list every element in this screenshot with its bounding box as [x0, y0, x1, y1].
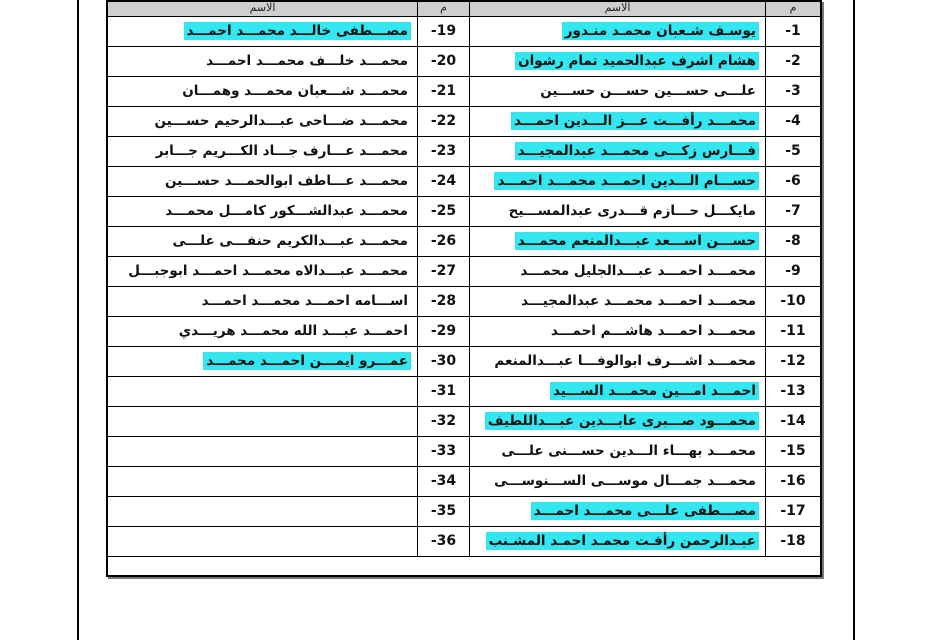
left-name-cell	[108, 17, 418, 46]
left-name-cell	[108, 437, 418, 466]
row-number: -21	[430, 83, 457, 99]
table-row	[108, 467, 820, 497]
row-number: -16	[780, 473, 806, 489]
right-number-cell	[766, 497, 820, 526]
row-number: -26	[430, 233, 457, 249]
row-number: -18	[780, 533, 806, 549]
student-name: محمـــد بهـــاء الـــدين حســـنى علـــى	[501, 443, 756, 459]
student-name: محمـــد عبدالشـــكور كامـــل محمـــد	[165, 203, 408, 219]
left-name-cell	[108, 497, 418, 526]
student-name: يوسـف شـعبان محمـد منـدور	[562, 22, 759, 40]
row-number: -6	[785, 173, 801, 189]
row-number: -13	[780, 383, 806, 399]
left-name-cell	[108, 47, 418, 76]
row-number: -2	[785, 53, 801, 69]
left-number-header: م	[418, 2, 470, 17]
student-name	[405, 502, 411, 520]
row-number: -7	[785, 203, 801, 219]
table-row	[108, 227, 820, 257]
left-name-cell	[108, 467, 418, 496]
left-number-cell	[418, 17, 470, 46]
left-number-cell	[418, 137, 470, 166]
row-number: -31	[430, 383, 457, 399]
right-name-cell	[470, 437, 766, 466]
row-number: -36	[430, 533, 457, 549]
left-number-cell	[418, 77, 470, 106]
right-number-cell	[766, 137, 820, 166]
row-number: -33	[430, 443, 457, 459]
left-number-cell	[418, 107, 470, 136]
left-name-cell	[108, 527, 418, 556]
right-name-header: الاسم	[470, 2, 766, 17]
row-number: -4	[785, 113, 801, 129]
right-number-cell	[766, 527, 820, 556]
row-number: -25	[430, 203, 457, 219]
student-name: محمـــد عـــاطف ابوالحمـــد حســـين	[164, 173, 408, 189]
left-name-cell	[108, 77, 418, 106]
row-number: -17	[780, 503, 806, 519]
right-number-cell	[766, 257, 820, 286]
row-number: -24	[430, 173, 457, 189]
right-number-cell	[766, 167, 820, 196]
right-number-cell	[766, 347, 820, 376]
student-name: مايكـــل حـــازم قـــدرى عبدالمســـيح	[508, 203, 756, 219]
student-name: مصـــطفى خالـــد محمـــد احمـــد	[184, 22, 411, 40]
left-number-cell	[418, 197, 470, 226]
row-number: -35	[430, 503, 457, 519]
table-row	[108, 17, 820, 47]
left-name-cell	[108, 287, 418, 316]
row-number: -29	[430, 323, 457, 339]
left-name-cell	[108, 257, 418, 286]
left-number-cell	[418, 287, 470, 316]
row-number: -12	[780, 353, 806, 369]
row-number: -30	[430, 353, 457, 369]
right-number-cell	[766, 437, 820, 466]
student-name: فـــارس زكـــى محمـــد عبدالمجيـــد	[515, 142, 759, 160]
row-number: -34	[430, 473, 457, 489]
right-number-cell	[766, 17, 820, 46]
table-row	[108, 167, 820, 197]
left-name-cell	[108, 107, 418, 136]
right-name-cell	[470, 257, 766, 286]
row-number: -10	[780, 293, 806, 309]
left-number-cell	[418, 317, 470, 346]
student-name	[405, 412, 411, 430]
left-number-cell	[418, 167, 470, 196]
table-row	[108, 347, 820, 377]
student-name: محمـــد رأفـــت عـــز الـــدين احمـــد	[511, 112, 759, 130]
student-name: محمـــد خلـــف محمـــد احمـــد	[206, 53, 408, 69]
table-row	[108, 377, 820, 407]
right-number-cell	[766, 227, 820, 256]
right-name-cell	[470, 227, 766, 256]
row-number: -32	[430, 413, 457, 429]
row-number: -19	[430, 23, 457, 39]
right-number-cell	[766, 197, 820, 226]
student-name: محمـــد ضـــاحى عبـــدالرحيم حســـين	[154, 113, 408, 129]
student-name: محمـــد شـــعبان محمـــد وهمـــان	[182, 83, 408, 99]
row-number: -11	[780, 323, 806, 339]
student-name: محمـــد احمـــد محمـــد عبدالمجيـــد	[521, 293, 756, 309]
left-name-cell	[108, 407, 418, 436]
left-number-cell	[418, 257, 470, 286]
table-row	[108, 407, 820, 437]
left-name-cell	[108, 347, 418, 376]
right-name-cell	[470, 317, 766, 346]
left-number-cell	[418, 437, 470, 466]
right-number-cell	[766, 107, 820, 136]
right-number-header: م	[766, 2, 820, 17]
row-number: -28	[430, 293, 457, 309]
student-name: محمـــد عـــارف جـــاد الكـــريم جـــابر	[155, 143, 408, 159]
names-table	[106, 0, 822, 577]
table-row	[108, 197, 820, 227]
student-name: محمـــد اشـــرف ابوالوفـــا عبـــدالمنعم	[494, 353, 756, 369]
student-name: عمـــرو ايمـــن احمـــد محمـــد	[203, 352, 411, 370]
student-name	[405, 532, 411, 550]
student-name: مصـــطفى علـــى محمـــد احمـــد	[531, 502, 759, 520]
left-name-cell	[108, 167, 418, 196]
student-name: هشام اشرف عبدالحميد تمام رشوان	[515, 52, 759, 70]
student-name	[405, 382, 411, 400]
right-name-cell	[470, 407, 766, 436]
right-name-cell	[470, 287, 766, 316]
right-name-cell	[470, 197, 766, 226]
right-number-cell	[766, 407, 820, 436]
row-number: -8	[785, 233, 801, 249]
right-number-cell	[766, 317, 820, 346]
left-name-header: الاسم	[108, 2, 418, 17]
left-name-cell	[108, 317, 418, 346]
student-name: اســـامه احمـــد محمـــد احمـــد	[201, 293, 408, 309]
row-number: -15	[780, 443, 806, 459]
student-name: محمـــد عبـــدالاه محمـــد احمـــد ابوجبـــل	[128, 263, 408, 279]
table-row	[108, 317, 820, 347]
row-number: -14	[780, 413, 806, 429]
row-number: -3	[785, 83, 801, 99]
student-name: حســـن اســـعد عبـــدالمنعم محمـــد	[515, 232, 759, 250]
student-name: حســـام الـــدين احمـــد محمـــد احمـــد	[494, 172, 759, 190]
student-name: عبـدالرحمن رأفـت محمـد احمـد المشـنب	[486, 532, 759, 550]
row-number: -9	[785, 263, 801, 279]
left-name-cell	[108, 227, 418, 256]
right-number-cell	[766, 287, 820, 316]
table-row	[108, 497, 820, 527]
left-number-cell	[418, 347, 470, 376]
right-name-cell	[470, 77, 766, 106]
student-name: محمـــد احمـــد عبـــدالجليل محمـــد	[520, 263, 756, 279]
row-number: -22	[430, 113, 457, 129]
left-number-cell	[418, 467, 470, 496]
row-number: -23	[430, 143, 457, 159]
right-name-cell	[470, 347, 766, 376]
student-name: احمـــد عبـــد الله محمـــد هريـــدي	[178, 323, 408, 339]
student-name: احمـــد امـــين محمـــد الســـيد	[550, 382, 759, 400]
right-name-cell	[470, 107, 766, 136]
row-number: -20	[430, 53, 457, 69]
left-number-cell	[418, 497, 470, 526]
table-row	[108, 107, 820, 137]
student-name: محمـــد جمـــال موســـى الســـنوســـى	[494, 473, 756, 489]
left-number-cell	[418, 377, 470, 406]
right-name-cell	[470, 47, 766, 76]
left-number-cell	[418, 407, 470, 436]
right-number-cell	[766, 377, 820, 406]
left-number-cell	[418, 47, 470, 76]
table-row	[108, 77, 820, 107]
right-number-cell	[766, 467, 820, 496]
row-number: -27	[430, 263, 457, 279]
student-name: محمـــد عبـــدالكريم حنفـــى علـــى	[172, 233, 408, 249]
student-name: علـــى حســـين حســـن حســـين	[540, 83, 756, 99]
right-name-cell	[470, 137, 766, 166]
table-row	[108, 437, 820, 467]
left-name-cell	[108, 197, 418, 226]
student-name: محمـــد احمـــد هاشـــم احمـــد	[550, 323, 756, 339]
left-name-cell	[108, 137, 418, 166]
row-number: -1	[785, 23, 801, 39]
table-row	[108, 47, 820, 77]
table-row	[108, 527, 820, 557]
right-name-cell	[470, 167, 766, 196]
right-name-cell	[470, 467, 766, 496]
table-row	[108, 287, 820, 317]
row-number: -5	[785, 143, 801, 159]
student-name	[405, 472, 411, 490]
right-name-cell	[470, 17, 766, 46]
right-name-cell	[470, 527, 766, 556]
left-number-cell	[418, 227, 470, 256]
student-name	[405, 442, 411, 460]
table-row	[108, 257, 820, 287]
left-number-cell	[418, 527, 470, 556]
right-name-cell	[470, 377, 766, 406]
student-name: محمـــود صـــبرى عابـــدين عبـــداللطيف	[485, 412, 759, 430]
right-name-cell	[470, 497, 766, 526]
table-row	[108, 137, 820, 167]
left-name-cell	[108, 377, 418, 406]
right-number-cell	[766, 47, 820, 76]
right-number-cell	[766, 77, 820, 106]
